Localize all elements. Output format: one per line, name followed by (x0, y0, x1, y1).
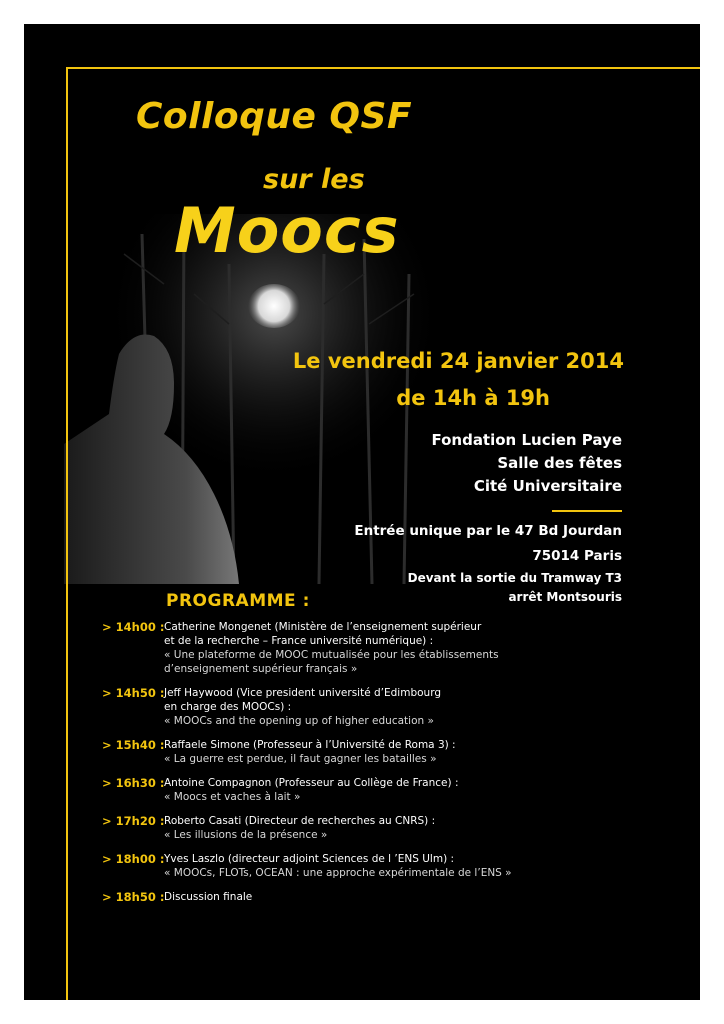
tram-stop: arrêt Montsouris (508, 590, 622, 604)
program-item (102, 776, 662, 804)
entrance-address: Entrée unique par le 47 Bd Jourdan (354, 523, 622, 539)
speaker-line: Yves Laszlo (directeur adjoint Sciences de l ’ENS Ulm) : (164, 853, 455, 865)
program-description (164, 814, 662, 842)
program-time: > 18h50 : (102, 890, 165, 904)
event-hours: de 14h à 19h (396, 386, 550, 410)
program-time: > 14h50 : (102, 686, 165, 700)
talk-title-line: « Une plateforme de MOOC mutualisée pour les établissements (164, 649, 499, 661)
program-time: > 17h20 : (102, 814, 165, 828)
event-date: Le vendredi 24 janvier 2014 (292, 349, 624, 373)
program-item (102, 738, 662, 766)
speaker-line: Antoine Compagnon (Professeur au Collège de France) : (164, 777, 459, 789)
speaker-line: Roberto Casati (Directeur de recherches au CNRS) : (164, 815, 436, 827)
tram-block (408, 569, 622, 607)
program-heading: PROGRAMME : (166, 591, 310, 611)
talk-title-line: d’enseignement supérieur français » (164, 663, 358, 675)
postal-city: 75014 Paris (532, 548, 622, 564)
program-time: > 15h40 : (102, 738, 165, 752)
talk-title-line: « La guerre est perdue, il faut gagner les batailles » (164, 753, 437, 765)
program-item (102, 814, 662, 842)
venue-campus: Cité Universitaire (473, 477, 622, 495)
talk-title-line: « Moocs et vaches à lait » (164, 791, 301, 803)
speaker-line: Discussion finale (164, 891, 253, 903)
speaker-line: en charge des MOOCs) : (164, 701, 292, 713)
program-list (102, 620, 662, 914)
program-description (164, 852, 662, 880)
program-item (102, 852, 662, 880)
venue-separator (552, 510, 622, 512)
program-time: > 14h00 : (102, 620, 165, 634)
title-line-1: Colloque QSF (136, 96, 413, 137)
speaker-line: Catherine Mongenet (Ministère de l’enseignement supérieur (164, 621, 482, 633)
talk-title-line: « Les illusions de la présence » (164, 829, 328, 841)
title-line-2: sur les (263, 164, 365, 195)
program-description (164, 620, 662, 676)
program-description (164, 686, 662, 728)
speaker-line: Jeff Haywood (Vice president université d’Edimbourg (164, 687, 441, 699)
tram-directions: Devant la sortie du Tramway T3 (407, 571, 622, 585)
program-item (102, 620, 662, 676)
program-description (164, 776, 662, 804)
program-description (164, 890, 662, 904)
program-description (164, 738, 662, 766)
talk-title-line: « MOOCs and the opening up of higher education » (164, 715, 434, 727)
venue-block (431, 429, 622, 498)
venue-name: Fondation Lucien Paye (431, 431, 622, 449)
venue-hall: Salle des fêtes (497, 454, 622, 472)
program-time: > 16h30 : (102, 776, 165, 790)
program-item (102, 686, 662, 728)
poster (24, 24, 700, 1000)
title-line-3: Moocs (174, 194, 400, 267)
talk-title-line: « MOOCs, FLOTs, OCEAN : une approche expérimentale de l’ENS » (164, 867, 512, 879)
speaker-line: Raffaele Simone (Professeur à l’Université de Roma 3) : (164, 739, 456, 751)
speaker-line: et de la recherche – France université numérique) : (164, 635, 434, 647)
address-block (354, 519, 622, 569)
program-time: > 18h00 : (102, 852, 165, 866)
program-item (102, 890, 662, 904)
